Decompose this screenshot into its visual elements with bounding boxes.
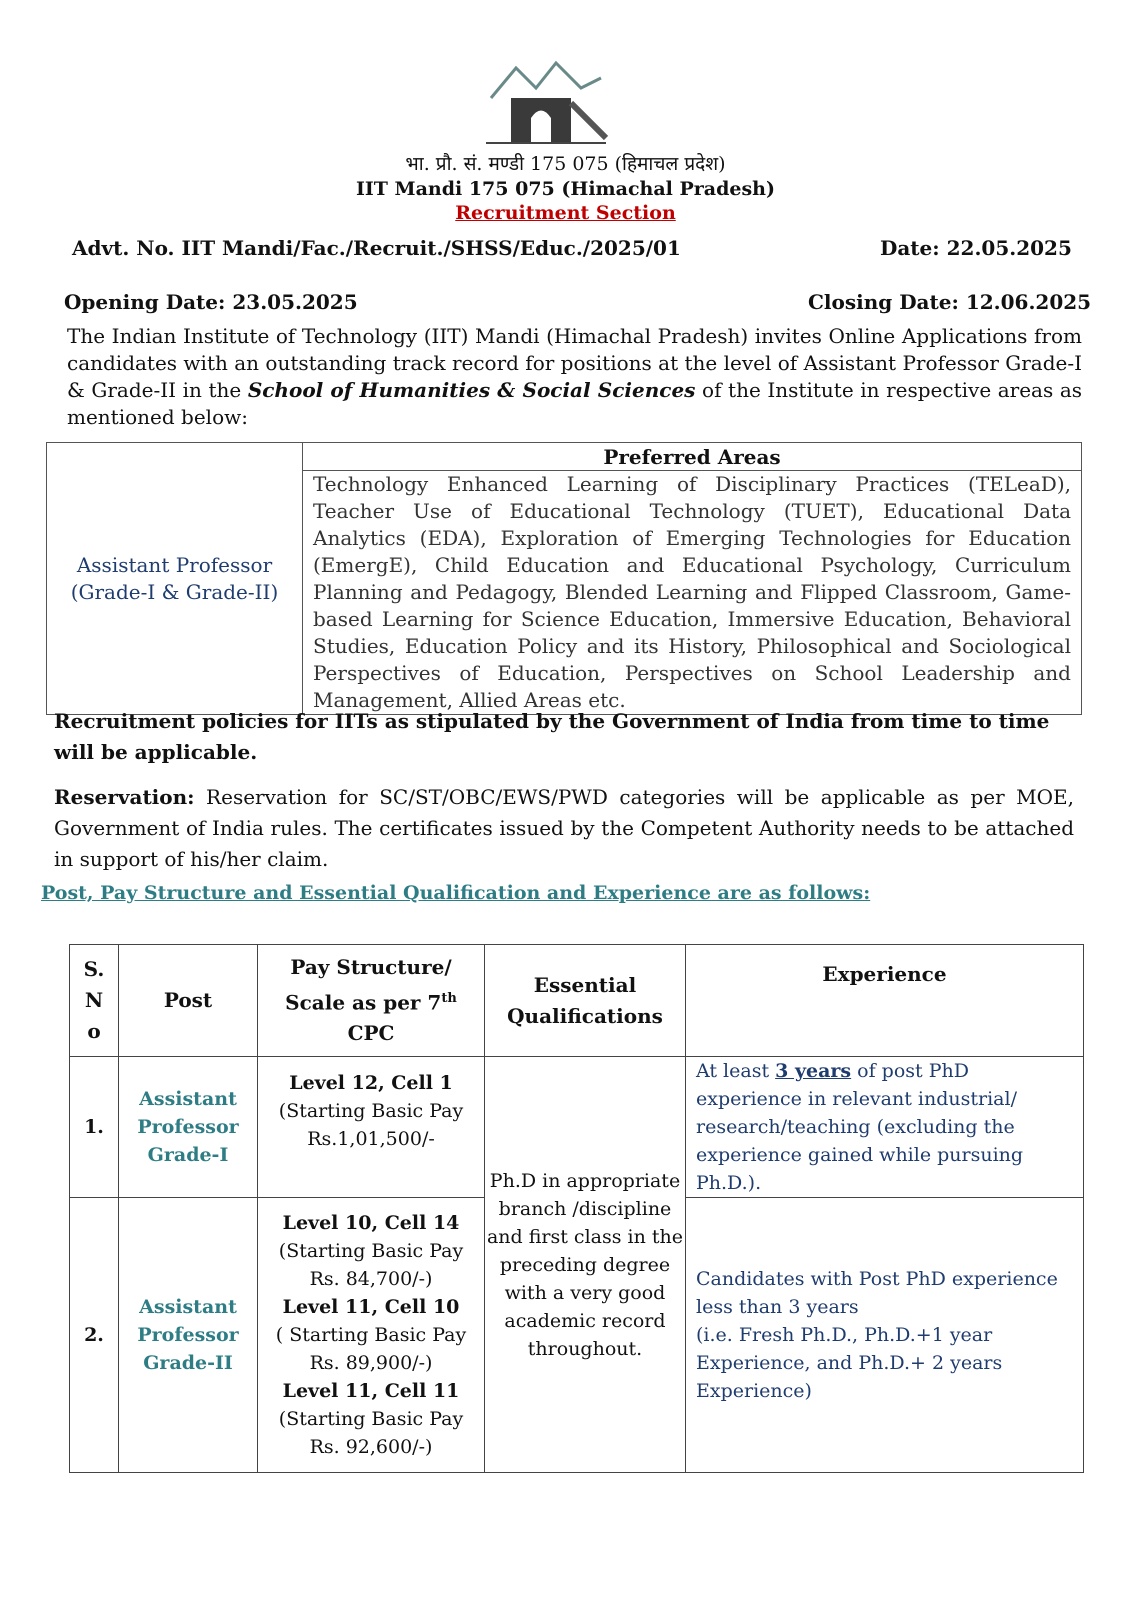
- table-header-row: [70, 945, 1084, 1057]
- advertisement-number: Advt. No. IIT Mandi/Fac./Recruit./SHSS/Educ./2025/01: [72, 236, 681, 260]
- advertisement-date: Date: 22.05.2025: [880, 236, 1072, 260]
- recruitment-section-title: Recruitment Section: [455, 202, 676, 224]
- row1-experience: At least 3 years of post PhD experience in relevant industrial/ research/teaching (excluding the experience gained while pursuing Ph.D.).: [686, 1057, 1084, 1198]
- row2-experience: Candidates with Post PhD experience less than 3 years (i.e. Fresh Ph.D., Ph.D.+1 year Experience, and Ph.D.+ 2 years Experience): [686, 1198, 1084, 1473]
- preferred-areas-table: [46, 442, 1082, 715]
- reservation-label: Reservation:: [54, 785, 195, 809]
- reservation-paragraph: Reservation: Reservation for SC/ST/OBC/EWS/PWD categories will be applicable as per MOE, Government of India rules. The certificates issued by the Competent Authority needs to be attached in support of his/her claim.: [54, 785, 1074, 871]
- preferred-areas-heading: Preferred Areas: [303, 443, 1082, 471]
- policy-statement: Recruitment policies for IITs as stipulated by the Government of India from time to time will be applicable.: [54, 709, 1050, 764]
- qualification-cell: Ph.D in appropriate branch /discipline and first class in the preceding degree with a very good academic record throughout.: [485, 1057, 686, 1473]
- row1-sno: 1.: [70, 1057, 119, 1198]
- table-row: [70, 1057, 1084, 1198]
- post-pay-table: [69, 944, 1084, 1473]
- opening-date: Opening Date: 23.05.2025: [64, 290, 358, 314]
- closing-date: Closing Date: 12.06.2025: [808, 290, 1092, 314]
- row1-post: Assistant Professor Grade-I: [119, 1057, 258, 1198]
- iit-mandi-logo-icon: [481, 58, 611, 148]
- header-sno: S. N o: [70, 945, 119, 1057]
- pay-structure-heading: Post, Pay Structure and Essential Qualification and Experience are as follows:: [41, 882, 871, 904]
- areas-post-cell: Assistant Professor (Grade-I & Grade-II): [47, 443, 303, 715]
- institute-name: IIT Mandi 175 075 (Himachal Pradesh): [356, 178, 775, 200]
- row2-pay: Level 10, Cell 14 (Starting Basic Pay Rs. 84,700/-) Level 11, Cell 10 ( Starting Basic Pay Rs. 89,900/-) Level 11, Cell 11 (Starting Basic Pay Rs. 92,600/-): [258, 1198, 485, 1473]
- school-name: School of Humanities & Social Sciences: [247, 378, 696, 402]
- institute-hindi-name: भा. प्रौ. सं. मण्डी 175 075 (हिमाचल प्रदेश): [405, 153, 726, 175]
- preferred-areas-list: Technology Enhanced Learning of Disciplinary Practices (TELeaD), Teacher Use of Educational Technology (TUET), Educational Data Analytics (EDA), Exploration of Emerging Technologies for Education (EmergE), Child Education and Educational Psychology, Curriculum Planning and Pedagogy, Blended Learning and Flipped Classroom, Game-based Learning for Science Education, Immersive Education, Behavioral Studies, Education Policy and its History, Philosophical and Sociological Perspectives of Education, Perspectives on School Leadership and Management, Allied Areas etc.: [303, 471, 1082, 715]
- header-qualifications: Essential Qualifications: [485, 945, 686, 1057]
- row1-pay: Level 12, Cell 1 (Starting Basic Pay Rs.1,01,500/-: [258, 1057, 485, 1198]
- header-experience: Experience: [686, 945, 1084, 1057]
- row2-sno: 2.: [70, 1198, 119, 1473]
- intro-paragraph: The Indian Institute of Technology (IIT) Mandi (Himachal Pradesh) invites Online Applications from candidates with an outstanding track record for positions at the level of Assistant Professor Grade-I & Grade-II in the School of Humanities & Social Sciences of the Institute in respective areas as mentioned below:: [67, 324, 1083, 429]
- header-pay: Pay Structure/ Scale as per 7th CPC: [258, 945, 485, 1057]
- header-post: Post: [119, 945, 258, 1057]
- row2-post: Assistant Professor Grade-II: [119, 1198, 258, 1473]
